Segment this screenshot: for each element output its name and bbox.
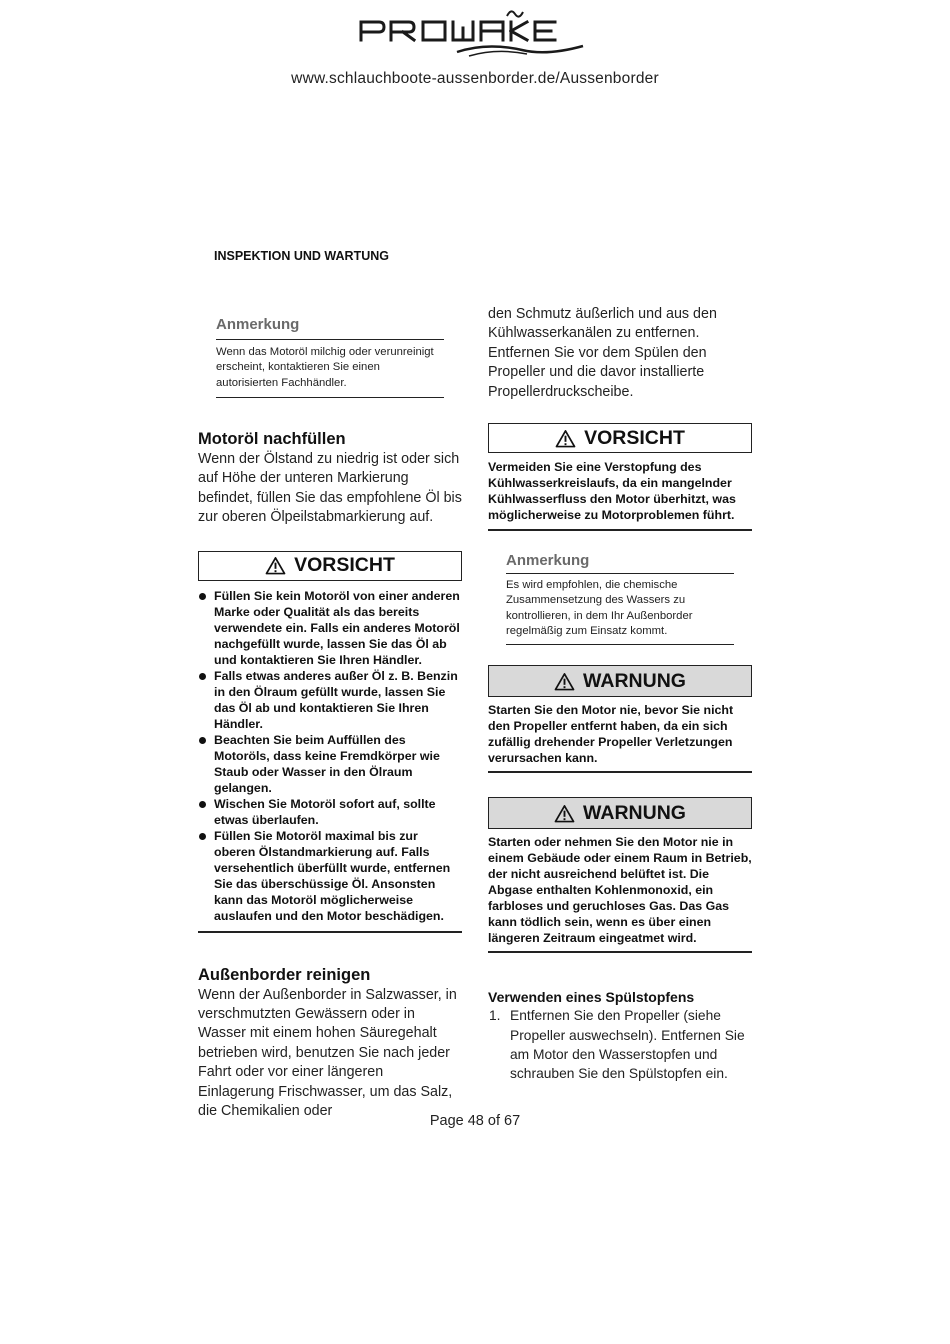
- warning-triangle-icon: [554, 804, 575, 823]
- caution-text: Vermeiden Sie eine Verstopfung des Kühlwasserkreislaufs, da ein mangelnder Kühlwasserfluss den Motor überhitzt, was möglicherweise zu Motorproblemen führt.: [488, 460, 736, 523]
- list-item: Beachten Sie beim Auffüllen des Motoröls, dass keine Fremdkörper wie Staub oder Wasser in den Ölraum gelangen.: [198, 732, 462, 796]
- list-item: Füllen Sie Motoröl maximal bis zur oberen Ölstandmarkierung auf. Falls versehentlich überfüllt wurde, entfernen Sie das überschüssige Öl. Ansonsten kann das Motoröl möglicherweise auslaufen und den Motor beschädigen.: [198, 828, 462, 924]
- caution-rule: [198, 931, 462, 933]
- warning-triangle-icon: [554, 672, 575, 691]
- list-item: [488, 1006, 752, 1084]
- section-header: INSPEKTION UND WARTUNG: [214, 249, 389, 263]
- flush-steps: [488, 1006, 752, 1084]
- note-title: Anmerkung: [216, 316, 300, 333]
- prowake-logo: [357, 6, 589, 58]
- note-title: Anmerkung: [506, 552, 590, 570]
- caution-label: VORSICHT: [584, 426, 685, 449]
- page-number: Page 48 of 67: [429, 1113, 521, 1129]
- refill-text: Wenn der Ölstand zu niedrig ist oder sich auf Höhe der unteren Markierung befindet, füllen Sie das empfohlene Öl bis zur oberen Ölpeilstabmarkierung auf.: [198, 450, 462, 526]
- note-box: [216, 316, 444, 398]
- clean-heading: Außenborder reinigen: [198, 965, 371, 984]
- header-url[interactable]: www.schlauchboote-aussenborder.de/Aussenborder: [291, 70, 659, 87]
- list-item: Falls etwas anderes außer Öl z. B. Benzin in den Ölraum gefüllt wurde, lassen Sie das Öl ab und kontaktieren Sie Ihren Händler.: [198, 668, 462, 732]
- wave-mark: [507, 11, 523, 16]
- caution-rule: [488, 529, 752, 531]
- list-item: Wischen Sie Motoröl sofort auf, sollte etwas überlaufen.: [198, 796, 462, 828]
- warning-text: Starten oder nehmen Sie den Motor nie in einem Gebäude oder einem Raum in Betrieb, der nicht ausreichend belüftet ist. Die Abgase enthalten Kohlenmonoxid, ein farbloses und geruchloses Gas. Das Gas kann tödlich sein, wenn es über einen längeren Zeitraum eingeatmet wird.: [488, 835, 752, 946]
- note-rule-bottom: [216, 397, 444, 398]
- note-text: Es wird empfohlen, die chemische Zusammensetzung des Wassers zu kontrollieren, in dem Ihr Außenborder regelmäßig zum Einsatz kommt.: [506, 579, 693, 637]
- refill-heading: Motoröl nachfüllen: [198, 429, 346, 448]
- warning-text: Starten Sie den Motor nie, bevor Sie nicht den Propeller entfernt haben, da ein sich zufällig drehender Propeller Verletzungen verursachen kann.: [488, 703, 734, 766]
- list-item: Füllen Sie kein Motoröl von einer anderen Marke oder Qualität als das bereits verwendete ein. Falls ein anderes Motoröl nachgefüllt wurde, lassen Sie das Öl ab und kontaktieren Sie Ihren Händler.: [198, 588, 462, 668]
- caution-list: [198, 588, 462, 924]
- note-box: [506, 552, 734, 645]
- warning-triangle-icon: [555, 429, 576, 448]
- caution-box: [198, 551, 462, 581]
- warning-rule: [488, 771, 752, 773]
- warning-box: [488, 665, 752, 697]
- left-column: [198, 316, 462, 1121]
- note-rule-top: [506, 573, 734, 574]
- warning-label: WARNUNG: [583, 801, 686, 824]
- right-column: [488, 305, 752, 1084]
- note-rule-bottom: [506, 644, 734, 645]
- clean-text: Wenn der Außenborder in Salzwasser, in verschmutzten Gewässern oder in Wasser mit einem hohen Säuregehalt betrieben wird, benutzen Sie nach jeder Fahrt oder vor einer längeren Einlagerung Frischwasser, um das Salz, die Chemikalien oder: [198, 986, 457, 1119]
- continued-text: den Schmutz äußerlich und aus den Kühlwasserkanälen zu entfernen. Entfernen Sie vor dem Spülen den Propeller und die davor installierte Propellerdruckscheibe.: [488, 306, 717, 400]
- caution-box: [488, 423, 752, 453]
- note-rule-top: [216, 339, 444, 340]
- step-number: 1.: [489, 1008, 501, 1024]
- warning-rule: [488, 951, 752, 953]
- caution-label: VORSICHT: [294, 554, 395, 577]
- step-text: Entfernen Sie den Propeller (siehe Propeller auswechseln). Entfernen Sie am Motor den Wasserstopfen und schrauben Sie den Spülstopfen ein.: [510, 1008, 745, 1082]
- warning-triangle-icon: [265, 556, 286, 575]
- note-text: Wenn das Motoröl milchig oder verunreinigt erscheint, kontaktieren Sie einen autorisierten Fachhändler.: [216, 346, 434, 389]
- warning-label: WARNUNG: [583, 669, 686, 692]
- warning-box: [488, 797, 752, 829]
- flush-heading: Verwenden eines Spülstopfens: [488, 989, 695, 1006]
